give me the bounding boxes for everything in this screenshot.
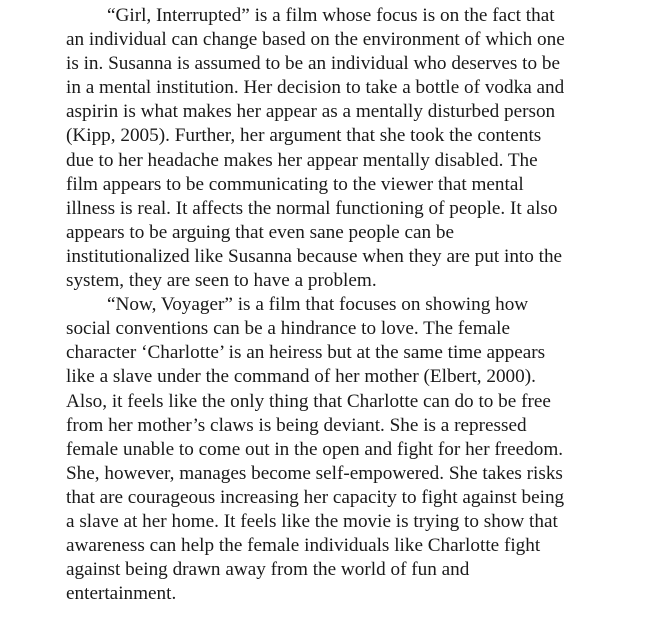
text-line: awareness can help the female individuals like Charlotte fight	[66, 535, 541, 557]
text-line: Also, it feels like the only thing that Charlotte can do to be free	[66, 390, 551, 412]
text-line: an individual can change based on the environment of which one	[66, 29, 565, 51]
text-line: “Girl, Interrupted” is a film whose focus is on the fact that	[107, 5, 555, 26]
text-line: entertainment.	[66, 583, 177, 605]
text-line: social conventions can be a hindrance to love. The female	[66, 318, 510, 340]
paragraph-now-voyager	[66, 293, 626, 606]
text-line: character ‘Charlotte’ is an heiress but at the same time appears	[66, 342, 546, 364]
document-body	[66, 4, 626, 606]
text-line: (Kipp, 2005). Further, her argument that she took the contents	[66, 125, 542, 147]
text-line: that are courageous increasing her capacity to fight against being	[66, 486, 565, 508]
text-line: “Now, Voyager” is a film that focuses on showing how	[107, 294, 529, 316]
text-line: film appears to be communicating to the viewer that mental	[66, 173, 524, 195]
text-line: from her mother’s claws is being deviant. She is a repressed	[66, 414, 527, 436]
text-line: in a mental institution. Her decision to take a bottle of vodka and	[66, 77, 565, 99]
text-line: illness is real. It affects the normal functioning of people. It also	[66, 197, 558, 219]
text-line: is in. Susanna is assumed to be an individual who deserves to be	[66, 53, 561, 75]
text-line: system, they are seen to have a problem.	[66, 270, 377, 292]
text-line: She, however, manages become self-empowered. She takes risks	[66, 462, 563, 484]
text-line: institutionalized like Susanna because when they are put into the	[66, 245, 563, 267]
paragraph-girl-interrupted	[66, 4, 626, 293]
text-line: like a slave under the command of her mother (Elbert, 2000).	[66, 366, 536, 388]
text-line: due to her headache makes her appear mentally disabled. The	[66, 149, 538, 171]
text-line: female unable to come out in the open and fight for her freedom.	[66, 438, 564, 460]
text-line: against being drawn away from the world of fun and	[66, 559, 470, 581]
text-line: aspirin is what makes her appear as a mentally disturbed person	[66, 101, 556, 123]
text-line: a slave at her home. It feels like the movie is trying to show that	[66, 510, 558, 532]
text-line: appears to be arguing that even sane people can be	[66, 221, 455, 243]
